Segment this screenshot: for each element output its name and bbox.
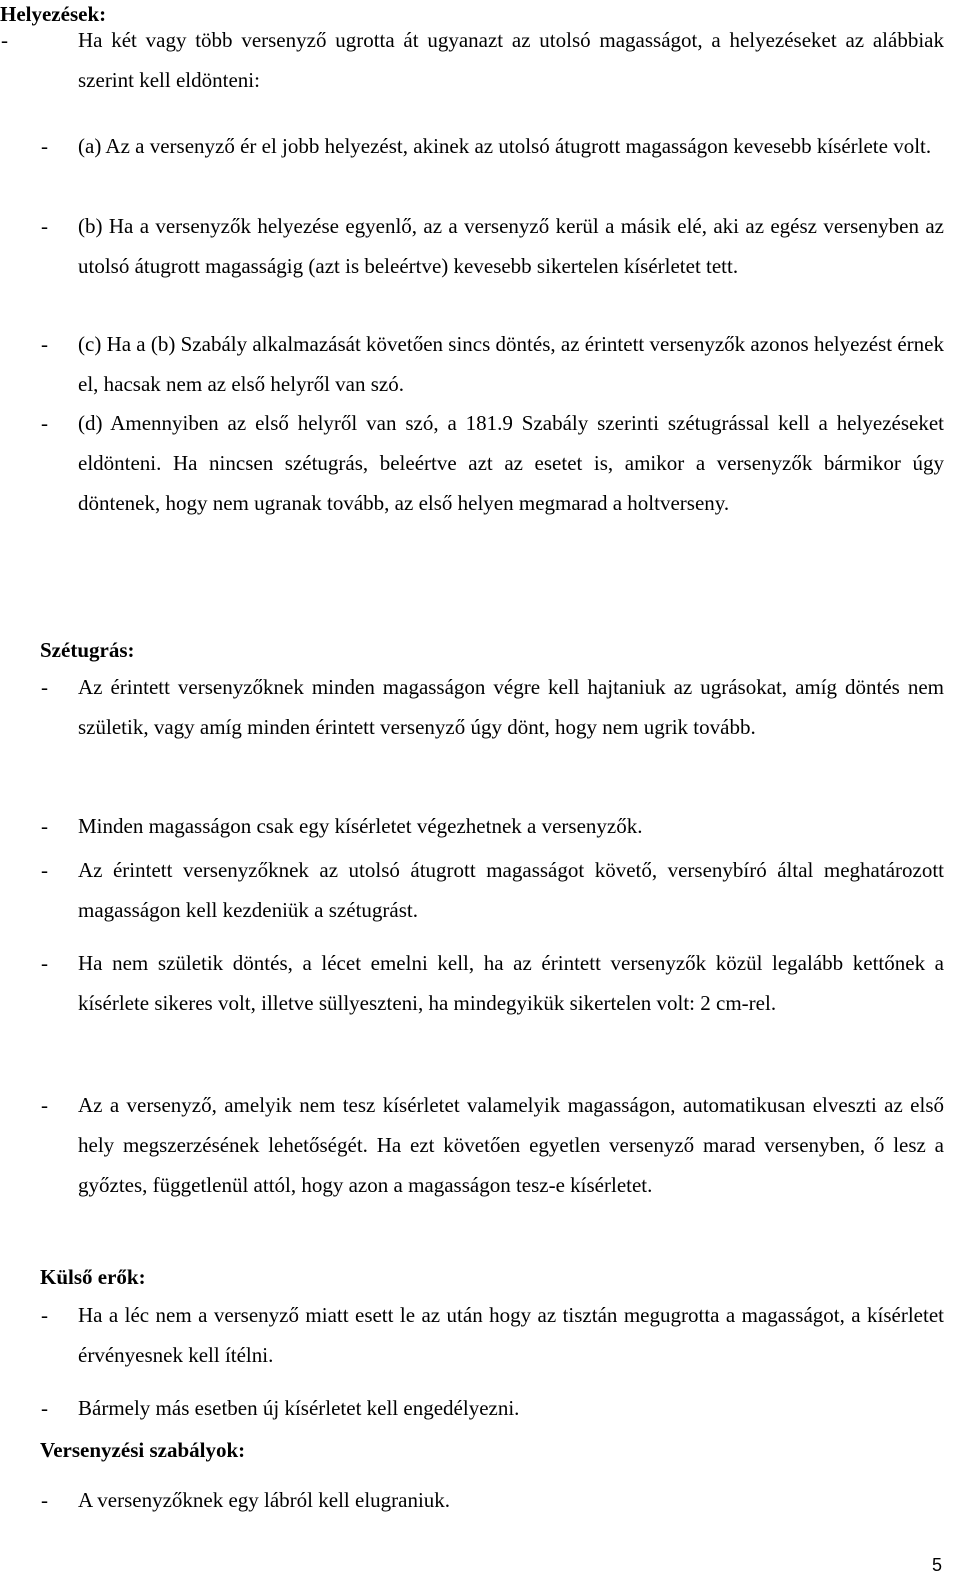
- list-item: [41, 667, 944, 747]
- bullet-dash: -: [41, 332, 48, 356]
- list-item-text: Minden magasságon csak egy kísérletet végezhetnek a versenyzők.: [78, 814, 643, 838]
- list-item: [41, 126, 944, 166]
- list-item: [41, 403, 944, 523]
- list-item-text: (a) Az a versenyző ér el jobb helyezést, akinek az utolsó átugrott magasságon kevesebb kísérlete volt.: [78, 134, 932, 158]
- list-item: [41, 1085, 944, 1205]
- list-item-text: Ha nem születik döntés, a lécet emelni kell, ha az érintett versenyzők közül legalább kettőnek a kísérlete sikeres volt, illetve süllyeszteni, ha mindegyikük sikertelen volt: 2 cm-rel.: [78, 951, 944, 1015]
- list-item: [1, 20, 944, 100]
- list-item: [41, 806, 944, 846]
- bullet-dash: -: [41, 814, 48, 838]
- list-item: [41, 1295, 944, 1375]
- bullet-dash: -: [41, 1093, 48, 1117]
- section-heading-kulso-erok: Külső erők:: [40, 1265, 146, 1289]
- list-item-text: (c) Ha a (b) Szabály alkalmazását követően sincs döntés, az érintett versenyzők azonos helyezést érnek el, hacsak nem az első helyről van szó.: [78, 332, 944, 396]
- list-item: [41, 1480, 944, 1520]
- list-item-text: Az érintett versenyzőknek minden magasságon végre kell hajtaniuk az ugrásokat, amíg döntés nem születik, vagy amíg minden érintett versenyző úgy dönt, hogy nem ugrik tovább.: [78, 675, 944, 739]
- bullet-dash: -: [41, 411, 48, 435]
- list-item-text: (d) Amennyiben az első helyről van szó, a 181.9 Szabály szerinti szétugrással kell a helyezéseket eldönteni. Ha nincsen szétugrás, beleértve azt az esetet is, amikor a versenyzők bármikor úgy döntenek, hogy nem ugranak tovább, az első helyen megmarad a holtverseny.: [78, 411, 944, 515]
- list-item: [41, 850, 944, 930]
- bullet-dash: -: [41, 1488, 48, 1512]
- page-number: 5: [931, 1555, 942, 1575]
- list-item-text: A versenyzőknek egy lábról kell elugraniuk.: [78, 1488, 451, 1512]
- bullet-dash: -: [41, 951, 48, 975]
- section-heading-szetugras: Szétugrás:: [40, 638, 135, 662]
- list-item: [41, 1388, 944, 1428]
- bullet-dash: -: [41, 1396, 48, 1420]
- bullet-dash: -: [41, 1303, 48, 1327]
- list-item-text: Az érintett versenyzőknek az utolsó átugrott magasságot követő, versenybíró által meghatározott magasságon kell kezdeniük a szétugrást.: [78, 858, 944, 922]
- list-item: [41, 943, 944, 1023]
- bullet-dash: -: [41, 675, 48, 699]
- list-item-text: Ha két vagy több versenyző ugrotta át ugyanazt az utolsó magasságot, a helyezéseket az alábbiak szerint kell eldönteni:: [78, 28, 944, 92]
- section-heading-versenyzesi-szabalyok: Versenyzési szabályok:: [40, 1438, 246, 1462]
- bullet-dash: -: [41, 858, 48, 882]
- list-item-text: Az a versenyző, amelyik nem tesz kísérletet valamelyik magasságon, automatikusan elveszti az első hely megszerzésének lehetőségét. Ha ezt követően egyetlen versenyző marad versenyben, ő lesz a győztes, függetlenül attól, hogy azon a magasságon tesz-e kísérletet.: [78, 1093, 944, 1197]
- section-heading-helyezesek: Helyezések:: [0, 2, 107, 26]
- list-item-text: (b) Ha a versenyzők helyezése egyenlő, az a versenyző kerül a másik elé, aki az egész versenyben az utolsó átugrott magasságig (azt is beleértve) kevesebb sikertelen kísérletet tett.: [78, 214, 944, 278]
- list-item: [41, 206, 944, 286]
- bullet-dash: -: [41, 214, 48, 238]
- list-item-text: Bármely más esetben új kísérletet kell engedélyezni.: [78, 1396, 520, 1420]
- bullet-dash: -: [41, 134, 48, 158]
- list-item-text: Ha a léc nem a versenyző miatt esett le az után hogy az tisztán megugrotta a magasságot, a kísérletet érvényesnek kell ítélni.: [78, 1303, 944, 1367]
- list-item: [41, 324, 944, 404]
- bullet-dash: -: [1, 28, 8, 52]
